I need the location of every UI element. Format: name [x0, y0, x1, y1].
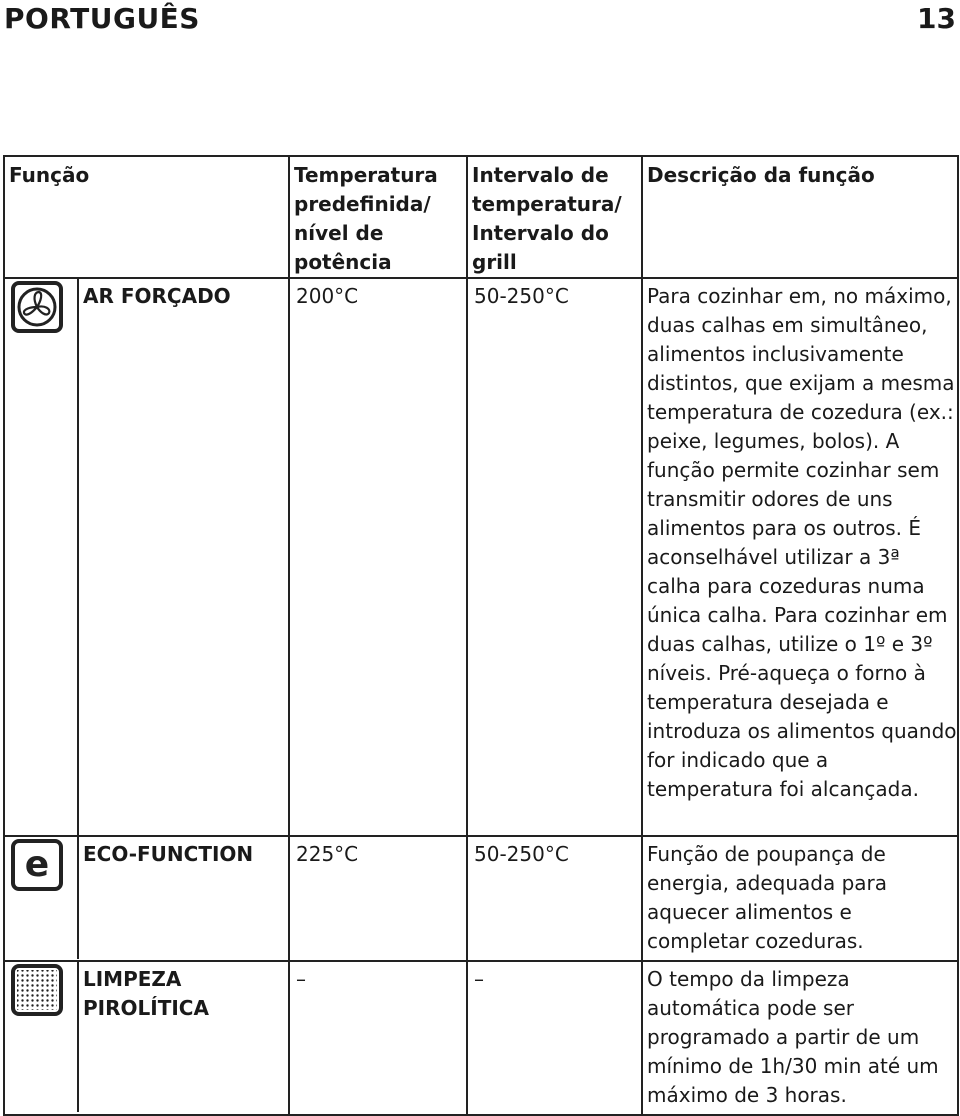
table-row: [4, 961, 958, 1115]
page-number: 13: [917, 2, 956, 35]
svg-text:e: e: [24, 844, 50, 885]
column-header-preset: Temperatura predefinida/ nível de potência: [289, 156, 467, 278]
table-header-row: [4, 156, 958, 278]
function-description: O tempo da limpeza automática pode ser programado a partir de um mínimo de 1h/30 min até um máximo de 3 horas.: [647, 967, 939, 1107]
oven-functions-table: [3, 155, 959, 1116]
function-name: ECO-FUNCTION: [77, 837, 288, 959]
function-name: AR FORÇADO: [77, 279, 288, 835]
page-language-header: PORTUGUÊS: [4, 2, 200, 35]
column-header-description: Descrição da função: [642, 156, 958, 278]
preset-temperature: 200°C: [296, 284, 359, 308]
pyrolytic-dots-icon: [11, 964, 63, 1016]
function-description: Para cozinhar em, no máximo, duas calhas em simultâneo, alimentos inclusivamente distintos, que exijam a mesma temperatura de cozedura (ex.: peixe, legumes, bolos). A função permite cozinhar sem transmitir odores de uns alimentos para os outros. É aconselhável utilizar a 3ª calha para cozeduras numa única calha. Para cozinhar em duas calhas, utilize o 1º e 3º níveis. Pré-aqueça o forno à temperatura desejada e introduza os alimentos quando for indicado que a temperatura foi alcançada.: [647, 284, 957, 801]
table-row: [4, 278, 958, 836]
table-row: [4, 836, 958, 961]
temperature-range: 50-250°C: [474, 842, 569, 866]
column-header-range: Intervalo de temperatura/ Intervalo do grill: [467, 156, 642, 278]
temperature-range: –: [474, 967, 484, 991]
function-description: Função de poupança de energia, adequada para aquecer alimentos e completar cozeduras.: [647, 842, 887, 953]
eco-e-icon: [11, 839, 63, 891]
temperature-range: 50-250°C: [474, 284, 569, 308]
function-name: LIMPEZA PIROLÍTICA: [77, 962, 288, 1112]
preset-temperature: 225°C: [296, 842, 359, 866]
fan-icon: [11, 281, 63, 333]
column-header-function: Função: [4, 156, 289, 278]
preset-temperature: –: [296, 967, 306, 991]
